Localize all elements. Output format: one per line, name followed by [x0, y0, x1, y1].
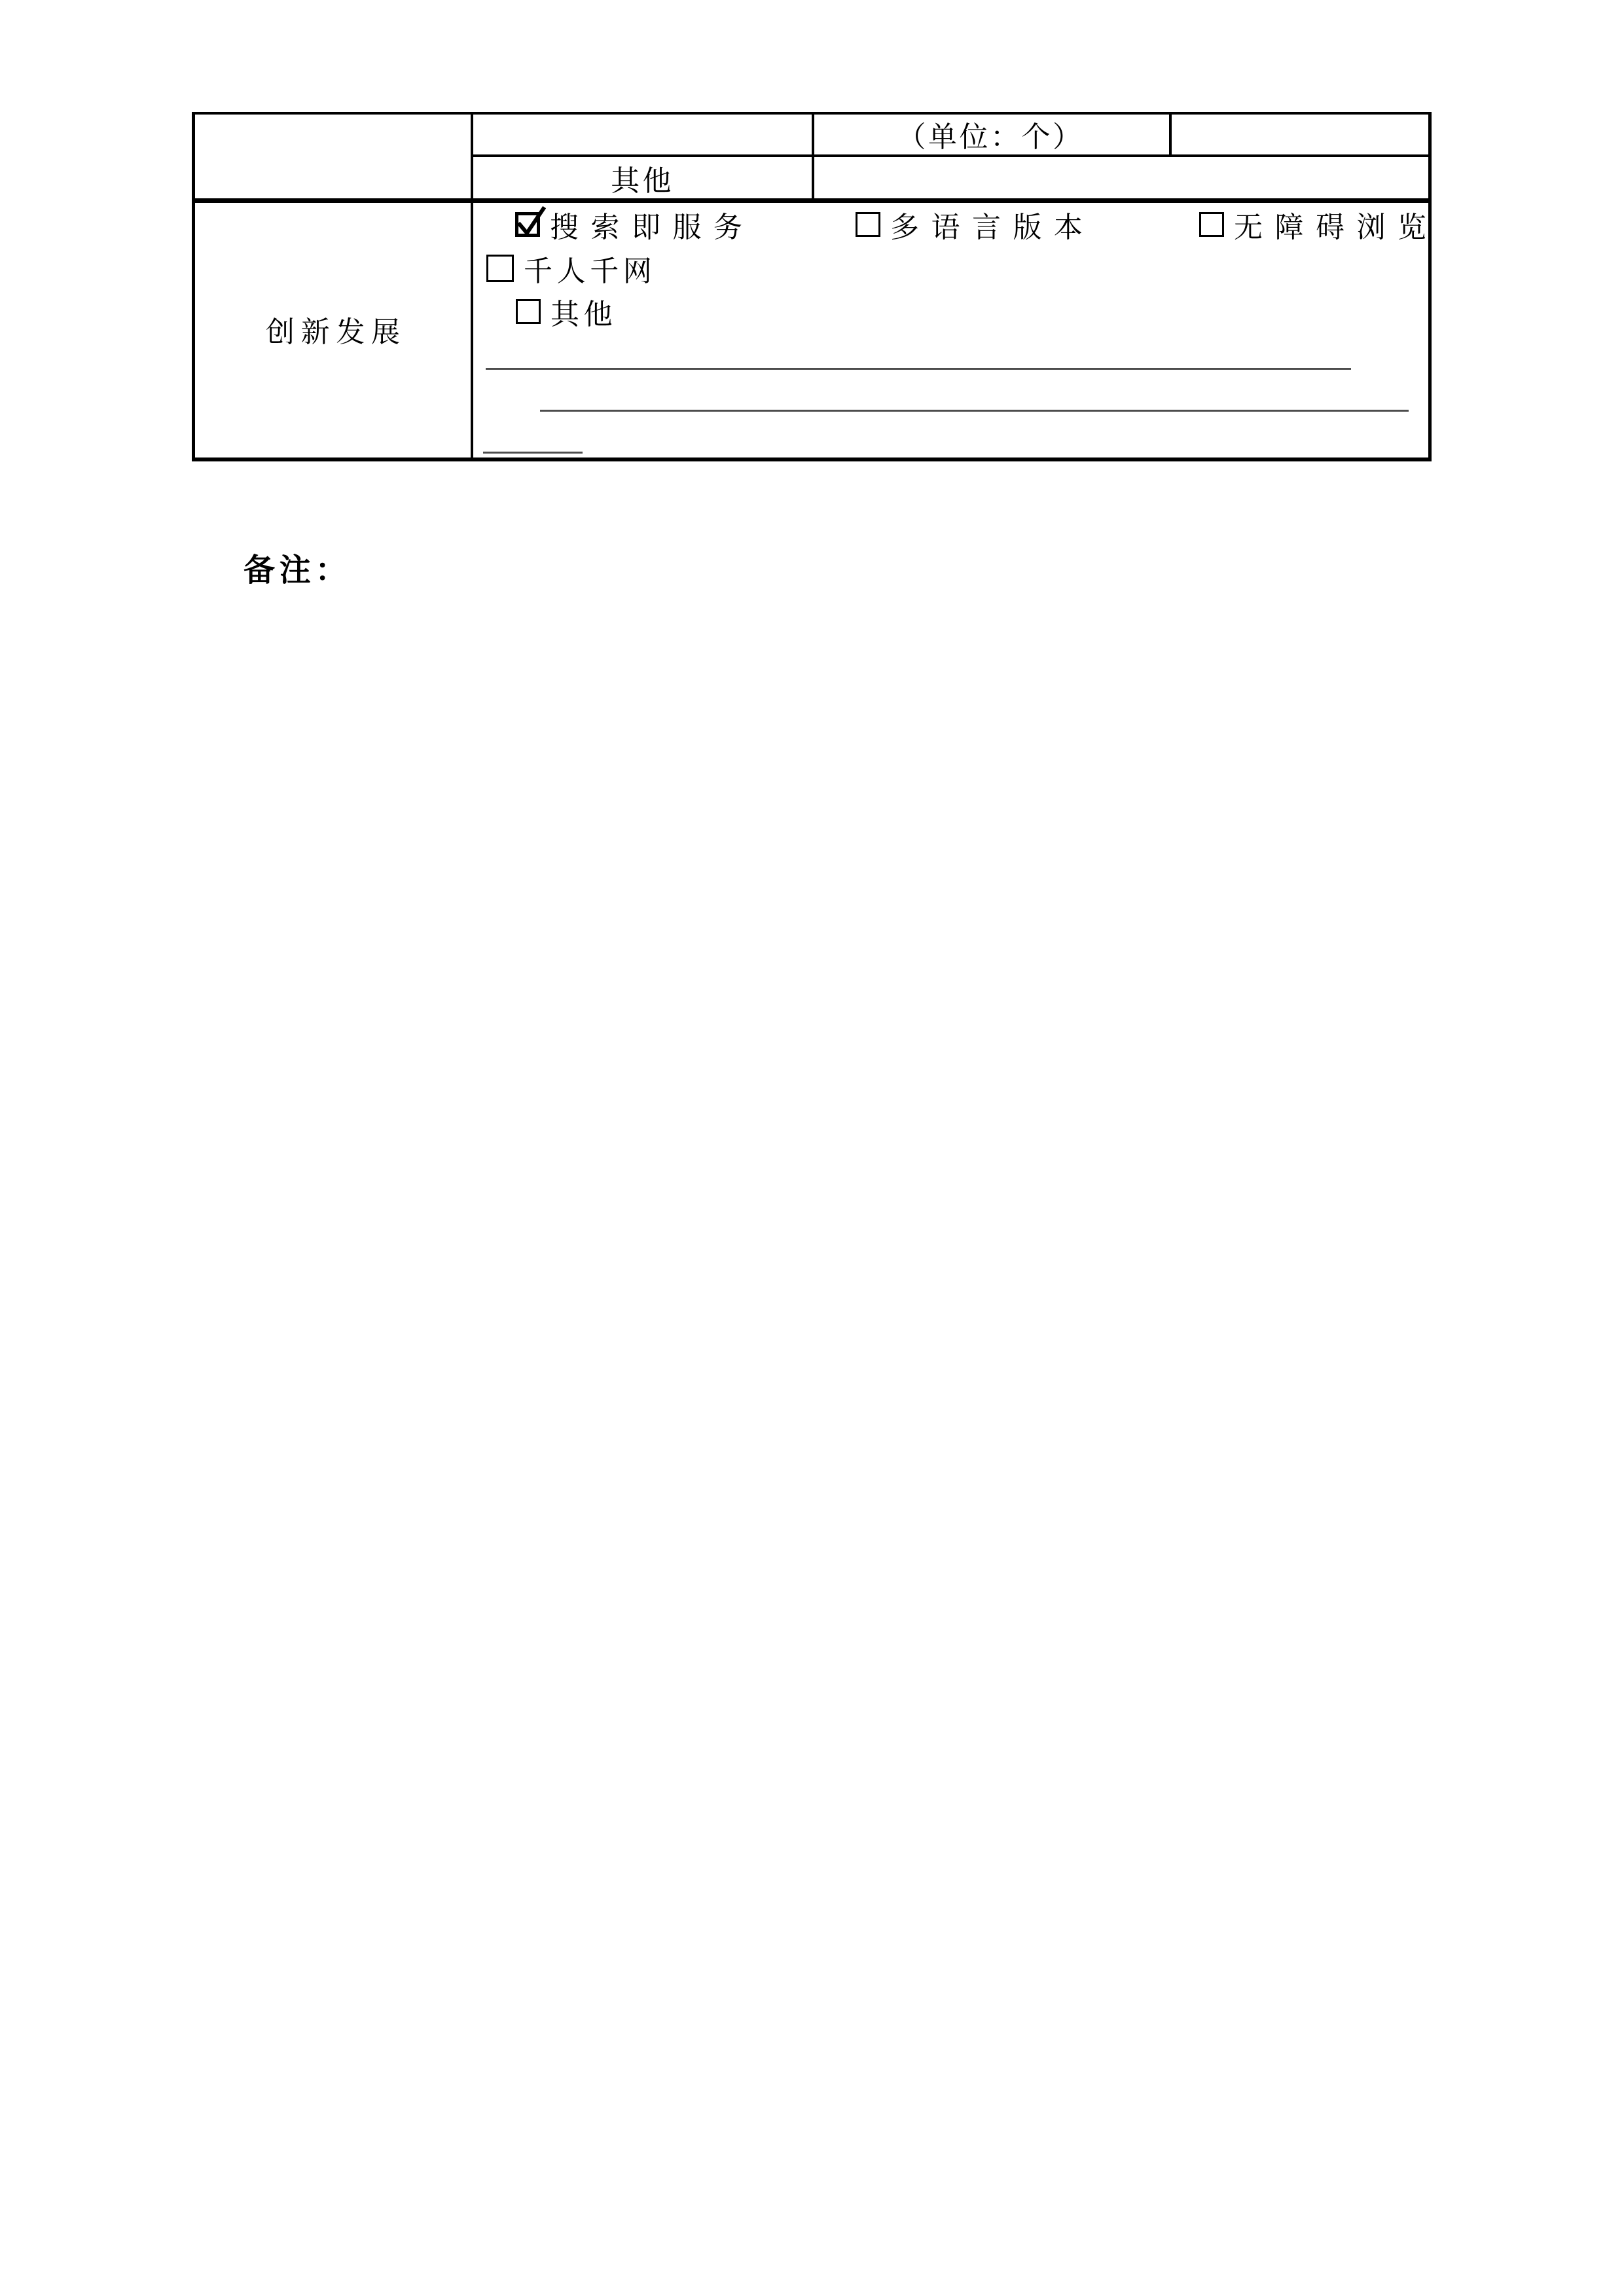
option-label: 多语言版本 — [890, 211, 1095, 243]
fill-in-blank-line-2 — [540, 410, 1409, 412]
unit-note-text: （单位：个） — [897, 120, 1084, 153]
table-column-divider-3 — [1169, 112, 1172, 157]
table-border-bottom — [192, 457, 1432, 461]
innovation-row-header-text: 创新发展 — [265, 316, 406, 348]
checkbox-unchecked-icon[interactable] — [1199, 212, 1224, 237]
option-label: 无障碍浏览 — [1234, 211, 1439, 243]
unit-note-cell — [814, 113, 1166, 154]
checkbox-unchecked-icon[interactable] — [516, 299, 541, 324]
remarks-label: 备注： — [244, 553, 352, 588]
option-group-accessibility — [1199, 209, 1439, 243]
option-group-personalized-web — [486, 253, 657, 287]
innovation-row-header-cell — [195, 201, 471, 457]
option-group-multilingual — [856, 209, 1095, 243]
option-label: 千人千网 — [524, 255, 657, 287]
fill-in-blank-line-3 — [483, 452, 583, 454]
other-row-header-cell — [473, 157, 812, 198]
option-group-other — [516, 296, 617, 331]
other-row-header-text: 其他 — [611, 164, 674, 197]
option-group-search-as-service — [515, 209, 755, 243]
option-label: 搜索即服务 — [550, 211, 755, 243]
option-label: 其他 — [550, 298, 617, 331]
checkbox-unchecked-icon[interactable] — [856, 212, 880, 237]
fill-in-blank-line-1 — [486, 368, 1351, 370]
checkbox-checked-icon[interactable] — [515, 212, 540, 237]
checkbox-unchecked-icon[interactable] — [486, 255, 514, 282]
table-border-right — [1428, 112, 1432, 461]
check-mark-icon — [516, 205, 546, 239]
